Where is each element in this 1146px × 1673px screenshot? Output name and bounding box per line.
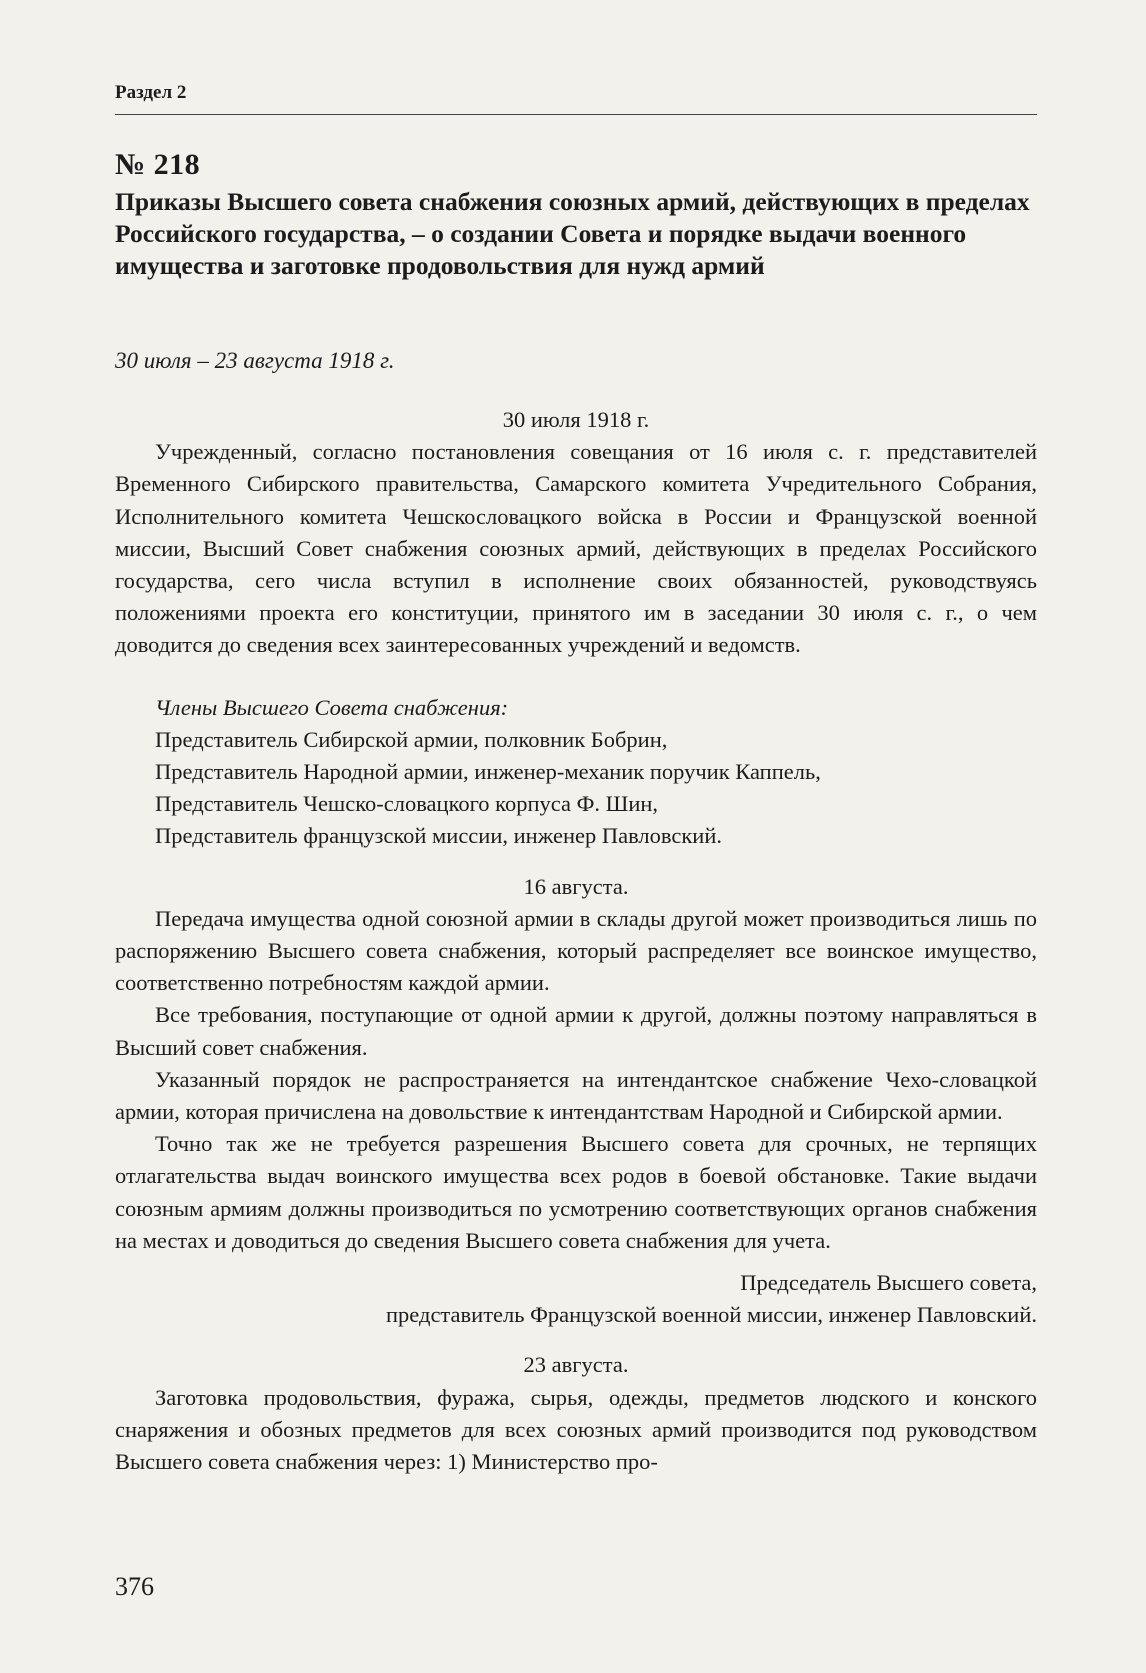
paragraph: Точно так же не требуется разрешения Высшего совета для срочных, не терпящих отлагательства выдач воинского имущества всех родов в боевой обстановке. Такие выдачи союзным армиям должны производиться по усмотрению соответствующих органов снабжения на местах и доводиться до сведения Высшего совета снабжения для учета.	[115, 1131, 1037, 1253]
header-rule	[115, 114, 1037, 115]
section-date: 23 августа.	[523, 1352, 629, 1378]
paragraph: Все требования, поступающие от одной армии к другой, должны поэтому направляться в Высший совет снабжения.	[115, 1002, 1037, 1060]
document-number: № 218	[115, 148, 201, 181]
members-title: Члены Высшего Совета снабжения:	[155, 694, 509, 720]
member-line: Представитель французской миссии, инженер Павловский.	[155, 823, 723, 849]
paragraph: Заготовка продовольствия, фуража, сырья, одежды, предметов людского и конского снаряжения и обозных предметов для всех союзных армий производится под руководством Высшего совета снабжения через: 1) Министерство про-	[115, 1384, 1037, 1475]
section-date: 16 августа.	[523, 873, 629, 899]
document-dates: 30 июля – 23 августа 1918 г.	[115, 348, 395, 373]
running-head: Раздел 2	[115, 82, 187, 103]
member-line: Представитель Чешско-словацкого корпуса Ф. Шин,	[155, 791, 659, 817]
paragraph: Учрежденный, согласно постановления совещания от 16 июля с. г. представителей Временного Сибирского правительства, Самарского комитета Учредительного Собрания, Исполнительного комитета Чешскословацкого войска в России и Французской военной миссии, Высший Совет снабжения союзных армий, действующих в пределах Российского государства, сего числа вступил в исполнение своих обязанностей, руководствуясь положениями проекта его конституции, принятого им в заседании 30 июля с. г., о чем доводится до сведения всех заинтересованных учреждений и ведомств.	[115, 439, 1037, 658]
page-number: 376	[115, 1572, 154, 1601]
member-line: Представитель Народной армии, инженер-механик поручик Каппель,	[155, 759, 821, 785]
document-title: Приказы Высшего совета снабжения союзных армий, действующих в пределах Российского государства, – о создании Совета и порядке выдачи военного имущества и заготовке продовольствия для нужд армий	[115, 187, 1030, 280]
member-line: Представитель Сибирской армии, полковник Бобрин,	[155, 726, 668, 752]
signature-line: представитель Французской военной миссии, инженер Павловский.	[386, 1302, 1037, 1328]
paragraph: Указанный порядок не распространяется на интендантское снабжение Чехо-словацкой армии, которая причислена на довольствие к интендантствам Народной и Сибирской армии.	[115, 1066, 1037, 1125]
signature-line: Председатель Высшего совета,	[740, 1270, 1037, 1296]
section-date: 30 июля 1918 г.	[502, 407, 650, 432]
document-body	[115, 404, 1037, 1478]
paragraph: Передача имущества одной союзной армии в склады другой может производиться лишь по распоряжению Высшего совета снабжения, который распределяет все воинское имущество, соответственно потребностям каждой армии.	[115, 905, 1037, 996]
